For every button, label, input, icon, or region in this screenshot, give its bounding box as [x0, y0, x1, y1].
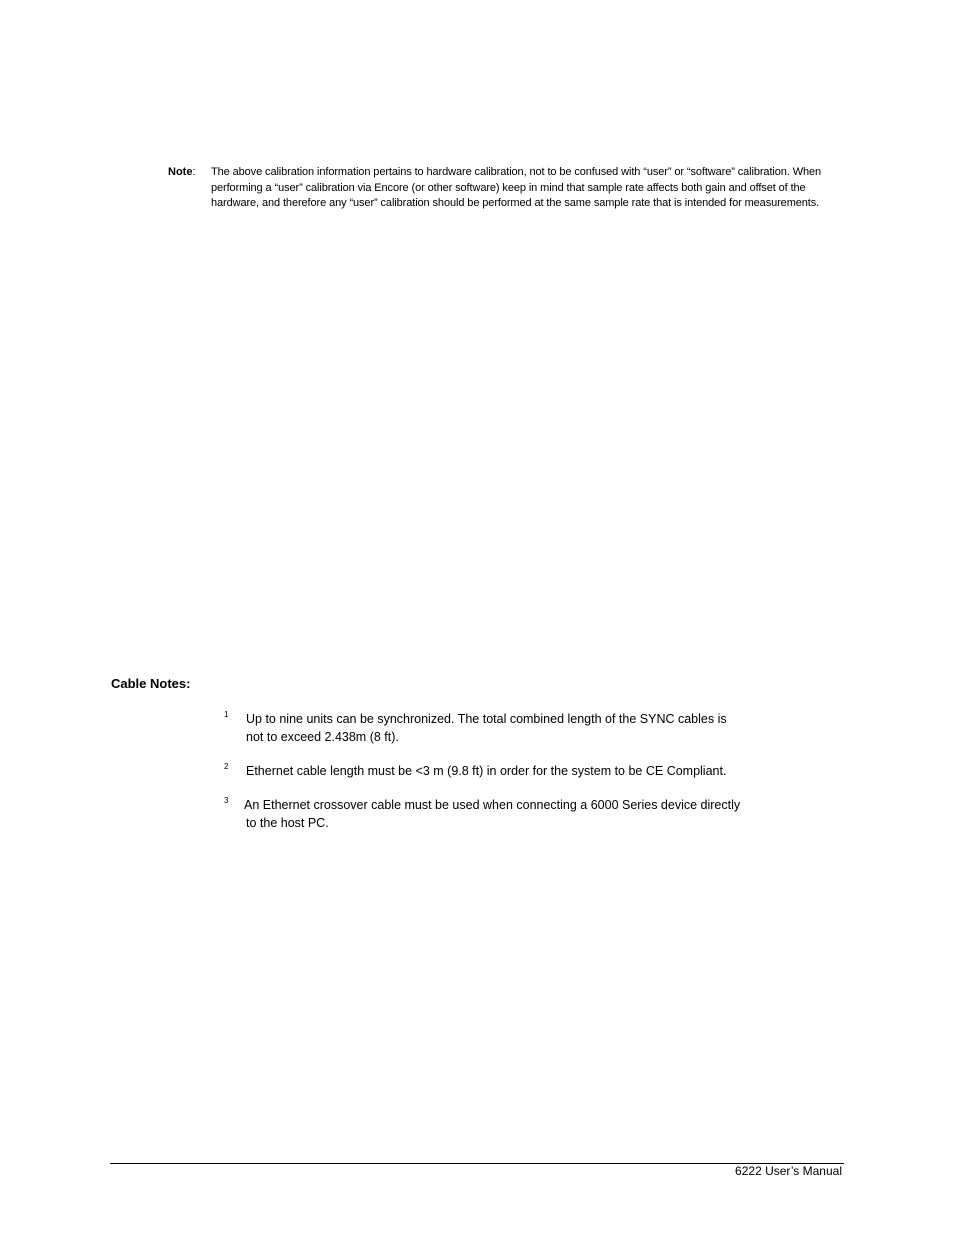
- footer-manual-title: 6222 User’s Manual: [735, 1164, 842, 1178]
- footer-divider: [110, 1163, 844, 1164]
- note-label: [168, 165, 196, 180]
- cable-notes-heading: Cable Notes:: [111, 676, 191, 691]
- cable-note-1-line-1: Up to nine units can be synchronized. The total combined length of the SYNC cables is: [246, 712, 727, 726]
- cable-note-2-line-1: Ethernet cable length must be <3 m (9.8 ft) in order for the system to be CE Compliant.: [246, 764, 727, 778]
- cable-note-3-text: [244, 796, 754, 832]
- cable-note-3-line-1: An Ethernet crossover cable must be used when connecting a 6000 Series device directly: [244, 798, 741, 812]
- cable-note-1-marker: 1: [224, 710, 229, 719]
- note-label-text: Note: [168, 166, 193, 178]
- cable-note-2-marker: 2: [224, 762, 229, 771]
- cable-note-1-line-2: not to exceed 2.438m (8 ft).: [246, 730, 399, 744]
- note-text: The above calibration information pertains to hardware calibration, not to be confused with “user” or “software” calibration. When performing a “user” calibration via Encore (or other software) keep in mind that sample rate affects both gain and offset of the hardware, and therefore any “user” calibration should be performed at the same sample rate that is intended for measurements.: [211, 166, 822, 209]
- cable-note-2-text: [246, 762, 756, 780]
- cable-note-1-text: [246, 710, 756, 746]
- cable-note-3-marker: 3: [224, 796, 229, 805]
- cable-note-3-line-2: to the host PC.: [246, 816, 329, 830]
- note-label-colon: :: [192, 166, 196, 178]
